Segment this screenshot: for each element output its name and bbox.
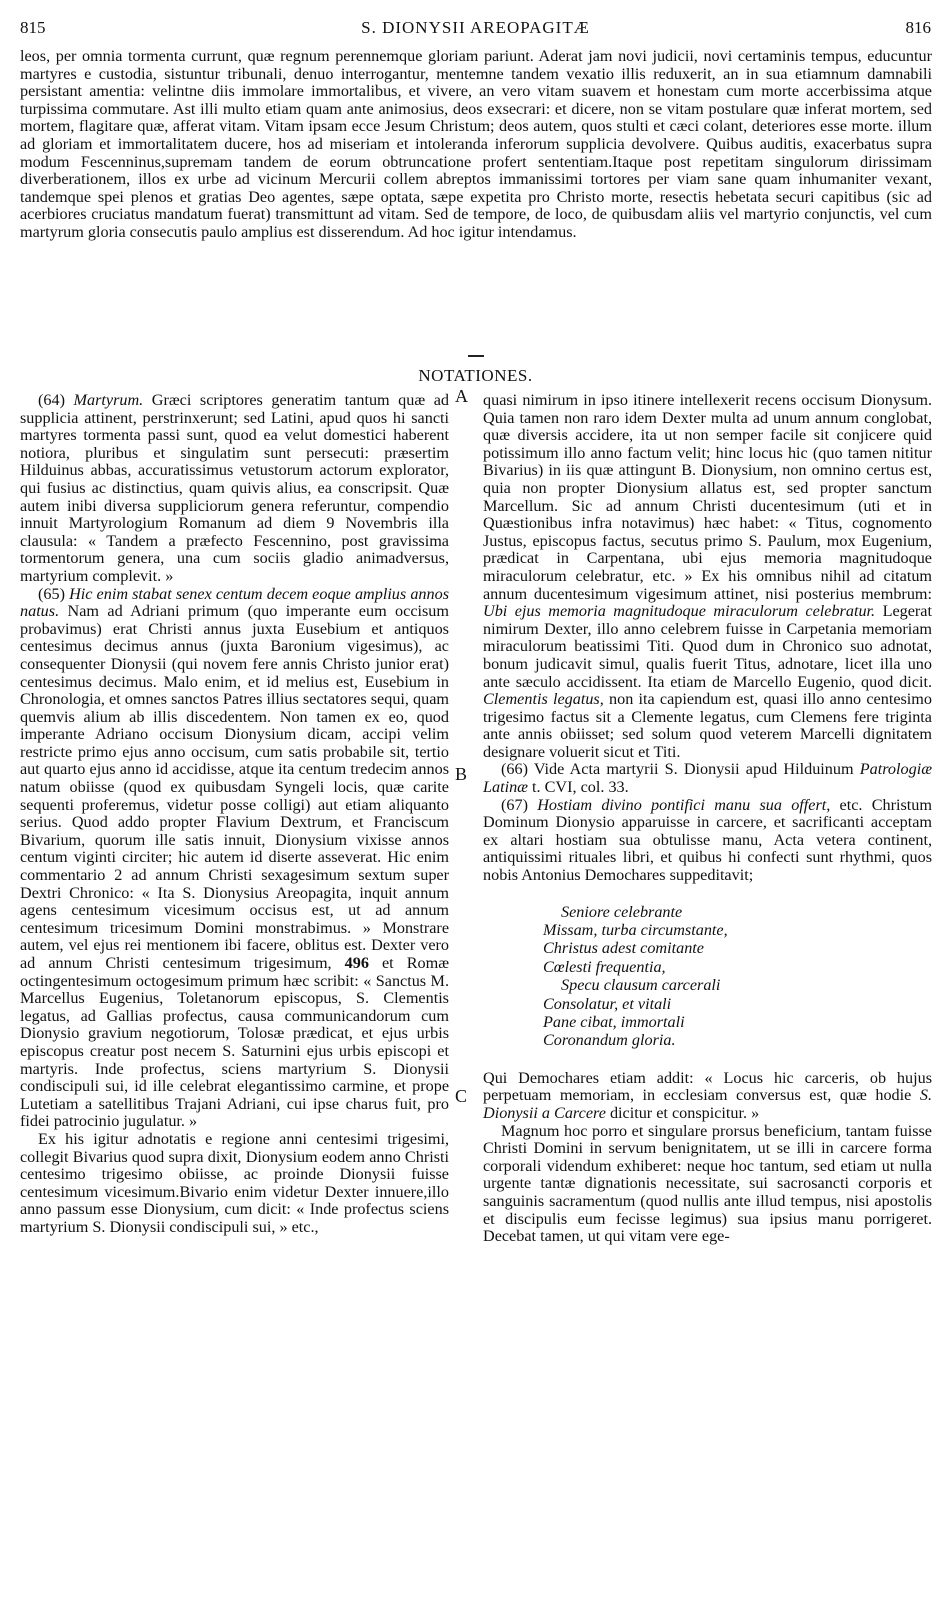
page-header <box>20 14 931 40</box>
poem-line: Cœlesti frequentia, <box>543 957 666 976</box>
paragraph-magnum: Magnum hoc porro et singulare prorsus beneficium, tantam fuisse Christi Domini in servum benignitatem, ut se illi in carcere forma corporali videndum exhiberet: neque hoc tantum, sed etiam ut nulla urgente tantæ dignationis necessitate, sui sacrosancti corporis et sanguinis sacramentum (quod nullis ante illud tempus, nisi apostolis et discipulis eum fecisse legimus) sua ipsius manu porrigeret. Decebat tamen, ut qui vitam vere ege- <box>483 1121 932 1246</box>
note-65-text-b: et Romæ octingentesimum octogesimum primum hæc scribit: « Sanctus M. Marcellus Eugenius, Toletanorum episcopus, S. Clementis legatus, ad Gallias profectus, causa communicandorum cum Dionysio gravium negotiorum, Tolosæ prædicat, et ejus urbis episcopus creatur post necem S. Saturnini ejus urbis episcopi et martyris. Inde profectus, sciens martyrium S. Dionysii condiscipuli sui, id ille celebrat elegantissimo carmine, et prope Lutetiam a satellitibus Trajani Adriani, cui ipse charus fuit, pro fidei patrocinio jugulatur. » <box>20 954 449 1131</box>
poem-line: Missam, turba circumstante, <box>543 921 728 940</box>
note-66-text-a: (66) Vide Acta martyrii S. Dionysii apud Hilduinum <box>501 760 860 779</box>
note-64-text: Græci scriptores generatim tantum quæ ad supplicia attinent, perstrinxerunt; sed Latini, apud quos hi sancti martyres tormenta passi sunt, quod ea velut domestici haberent notiora, pluribus et singulatim sunt persecuti: præsertim Hilduinus abbas, accuratissimus vetustorum actorum explorator, qui fusius ac distinctius, quam quivis alius, ea conscripsit. Quæ autem inibi diversa suppliciorum genera referuntur, compendio innuit Martyrologium Romanum ad diem 9 Novembris illa clausula: « Tandem a præfecto Fescennino, post gravissima tormentorum genera, una cum sociis gladio animadversus, martyrium complevit. » <box>20 391 450 585</box>
note-66 <box>483 761 932 796</box>
poem-line: Pane cibat, immortali <box>543 1013 685 1032</box>
paragraph-ex-his: Ex his igitur adnotatis e regione anni centesimi trigesimi, collegit Bivarius quod supra dixit, Dionysium eodem anno Christi centesimo trigesimo obiisse, ac proinde Dionysii fuisse centesimum vicesimum.Bivario enim videtur Dexter innuere,illo anno passum esse Dionysium, cum dicit: « Inde profectus sciens martyrium S. Dionysii condiscipuli sui, » etc., <box>20 1129 449 1236</box>
paragraph-quasi-text-c: non ita capiendum est, quasi illo anno centesimo trigesimo factus sit a Clemente legatus, cum Clemens fere triginta ante annis obiisset; sed solum quod veterem Marcelli dignitatem designare voluerit sicut et Titi. <box>483 690 932 761</box>
main-text <box>20 48 932 242</box>
note-67-text: etc. Christum Dominum Dionysio apparuisse in carcere, et sacrificanti acceptam ex altari hostiam sua obtulisse manu, Acta vetera continent, antiquissimi rituales libri, et quibus hi confecti sunt rhythmi, quos nobis Antonius Demochares suppeditavit; <box>483 795 932 885</box>
note-65-number: (65) <box>38 584 70 603</box>
running-title: S. DIONYSII AREOPAGITÆ <box>361 18 590 37</box>
notes-right-column <box>483 392 932 1246</box>
margin-letter-b: B <box>455 764 468 784</box>
paragraph-qui-church-name: S. Dionysii a Carcere <box>483 1086 932 1123</box>
note-64-lemma: Martyrum. <box>73 391 144 409</box>
paragraph-qui-demochares <box>483 1070 932 1123</box>
column-number-marker: 496 <box>344 954 369 972</box>
note-65 <box>20 586 449 1131</box>
poem-line: Christus adest comitante <box>543 939 704 958</box>
note-67 <box>483 797 932 885</box>
note-66-title: Patrologiæ Latinæ <box>483 760 932 797</box>
poem-line: Consolatur, et vitali <box>543 994 672 1013</box>
paragraph-qui-text-a: Qui Demochares etiam addit: « Locus hic carceris, ob hujus perpetuam memoriam, in ecclesiam conversus est, quæ hodie <box>483 1068 932 1105</box>
note-67-number: (67) <box>501 795 538 814</box>
paragraph-quasi-lemma: Clementis legatus, <box>483 690 604 709</box>
note-64-number: (64) <box>38 391 74 409</box>
paragraph-quasi-text-b: Legerat nimirum Dexter, illo anno celebrem fuisse in Carpetania memoriam miraculorum beatissimi Titi. Quod dum in Chronico suo adnotat, bonum judicavit simul, qualis fuerit Titus, adnotare, licet illa uno ante sæculo accidissent. Ita etiam de Marcello Eugenio, quod dicit. <box>483 602 932 691</box>
poem-line: Specu clausum carcerali <box>561 976 721 995</box>
notes-left-column <box>20 392 449 1237</box>
note-65-lemma: Hic enim stabat senex centum decem eoque amplius annos natus. <box>20 584 449 621</box>
main-paragraph: leos, per omnia tormenta currunt, quæ regnum perennemque gloriam pariunt. Aderat jam novi judicii, novi certaminis tempus, educuntur martyres e custodia, sistuntur tribunali, denuo interrogantur, mentemne tandem vexatio illis reduxerit, an in sua etiamnum damnabili persistant amentia: velintne diis immolare immortalibus, et vivere, an vero vitam suavem et honestam cum morte accerbissima atque turpissima commutare. Ast illi multo etiam quam ante animosius, deos exsecrari: et dicere, non se vitam postulare quæ inferat mortem, sed mortem, flagitare quæ, afferat vitam. Vitam ipsam ecce Jesum Christum; deos autem, quos stulti et cæci colant, deteriores esse morte. illum ad gloriam et immortalitatem ducere, hos ad miseriam et intoleranda inferorum supplicia devolvere. Quibus auditis, exacerbatus supra modum Fescenninus,supremam tandem de eorum obtruncatione profert sententiam.Itaque post repetitam singulorum dirissimam diverberationem, illos ex urbe ad vicinum Mercurii collem abreptos immanissimi tortores per viam sane quam inhumaniter vexant, tandemque spei plenos et gratias Deo agentes, sæpe optata, sæpe expetita pro Christo morte, resectis hebetata securi capitibus (sic ad acerbiores cruciatus mandatum fuerat) transmittunt ad vitam. Sed de tempore, de loco, de quibusdam aliis vel martyrio conjunctis, vel cum martyrum gloria consecutis paulo amplius est disserendum. Ad hoc igitur intendamus. <box>20 47 932 241</box>
poem-line: Seniore celebrante <box>561 902 683 921</box>
note-64 <box>20 392 449 586</box>
note-65-text-a: Nam ad Adriani primum (quo imperante eum occisum probavimus) erat Christi annus juxta Eusebium et antiquos centesimus decimus annus (juxta Baronium vigesimus), ac consequenter Dionysii (qui novem fere annis Christo junior erat) centesimus decimus. Malo enim, et id melius est, Eusebium in Chronologia, et omnes sanctos Patres illius sectatores sequi, quam quemvis alium ab illis discedentem. Non tamen ex eo, quod imperante Adriano occisum Dionysium dicam, accipi velim restricte primo ejus anno occisum, cum satis probabile sit, tertio aut quarto ejus anno id accidisse, atque ita centum tredecim annos natum obiisse (quod ex quibusdam Syngeli locis, quæ carite sequenti proferemus, videtur posse colligi) aut etiam aliquanto serius. Quod addo propter Flavium Dextrum, et Franciscum Bivarium, quorum ille satis innuit, Dionysium vixisse annos centum viginti circiter; hic autem id diserte asseverat. Hic enim commentario 2 ad annum Christi sexagesimum sextum super Dextri Chronico: « Ita S. Dionysius Areopagita, inquit annum agens centesimum vicesimum occisus est, ut ad annum centesimum tricesimum Domini monstrabimus. » Monstrare autem, vel ejus rei mentionem ibi facere, oblitus est. Dexter vero ad annum Christi centesimum trigesimum, <box>20 602 449 972</box>
note-66-text-b: t. CVI, col. 33. <box>527 778 629 797</box>
separator-dash <box>468 355 484 357</box>
paragraph-quasi-quote: Ubi ejus memoria magnitudoque miraculorum celebratur. <box>483 602 876 621</box>
poem <box>543 903 932 1050</box>
paragraph-quasi-text-a: quasi nimirum in ipso itinere intellexerit recens occisum Dionysum. Quia tamen non raro idem Dexter multa ad unum annum conglobat, quæ diversis accidere, ita ut non semper facile sit conjicere quid potissimum illo anno factum velit; hinc locus hic (quo tamen nititur Bivarius) in iis quæ attingunt B. Dionysium, non omnino certus est, quia non propter Dionysium allatus est, sed propter sanctum Marcellum. Sic ad annum Christi ducentesimum (uti et in Quæstionibus infra notavimus) hæc habet: « Titus, cognomento Justus, episcopus factus, secutus primo S. Paulum, mox Eugenium, prædicat in Carpentana, ubi ejus memoria magnitudoque miraculorum celebratur, etc. » Ex his omnibus nihil ad citatum annum ducentesimum vigesimum attinet, nisi posterius membrum: <box>483 391 932 603</box>
section-title: NOTATIONES. <box>418 366 533 385</box>
margin-letter-c: C <box>455 1086 468 1106</box>
paragraph-quasi <box>483 392 932 761</box>
margin-letter-a: A <box>455 386 468 406</box>
poem-line: Coronandum gloria. <box>543 1031 676 1050</box>
page-number-right: 816 <box>905 18 931 37</box>
note-67-lemma: Hostiam divino pontifici manu sua offert, <box>537 795 831 814</box>
page-number-left: 815 <box>20 18 46 37</box>
paragraph-qui-text-b: dicitur et conspicitur. » <box>605 1104 760 1123</box>
